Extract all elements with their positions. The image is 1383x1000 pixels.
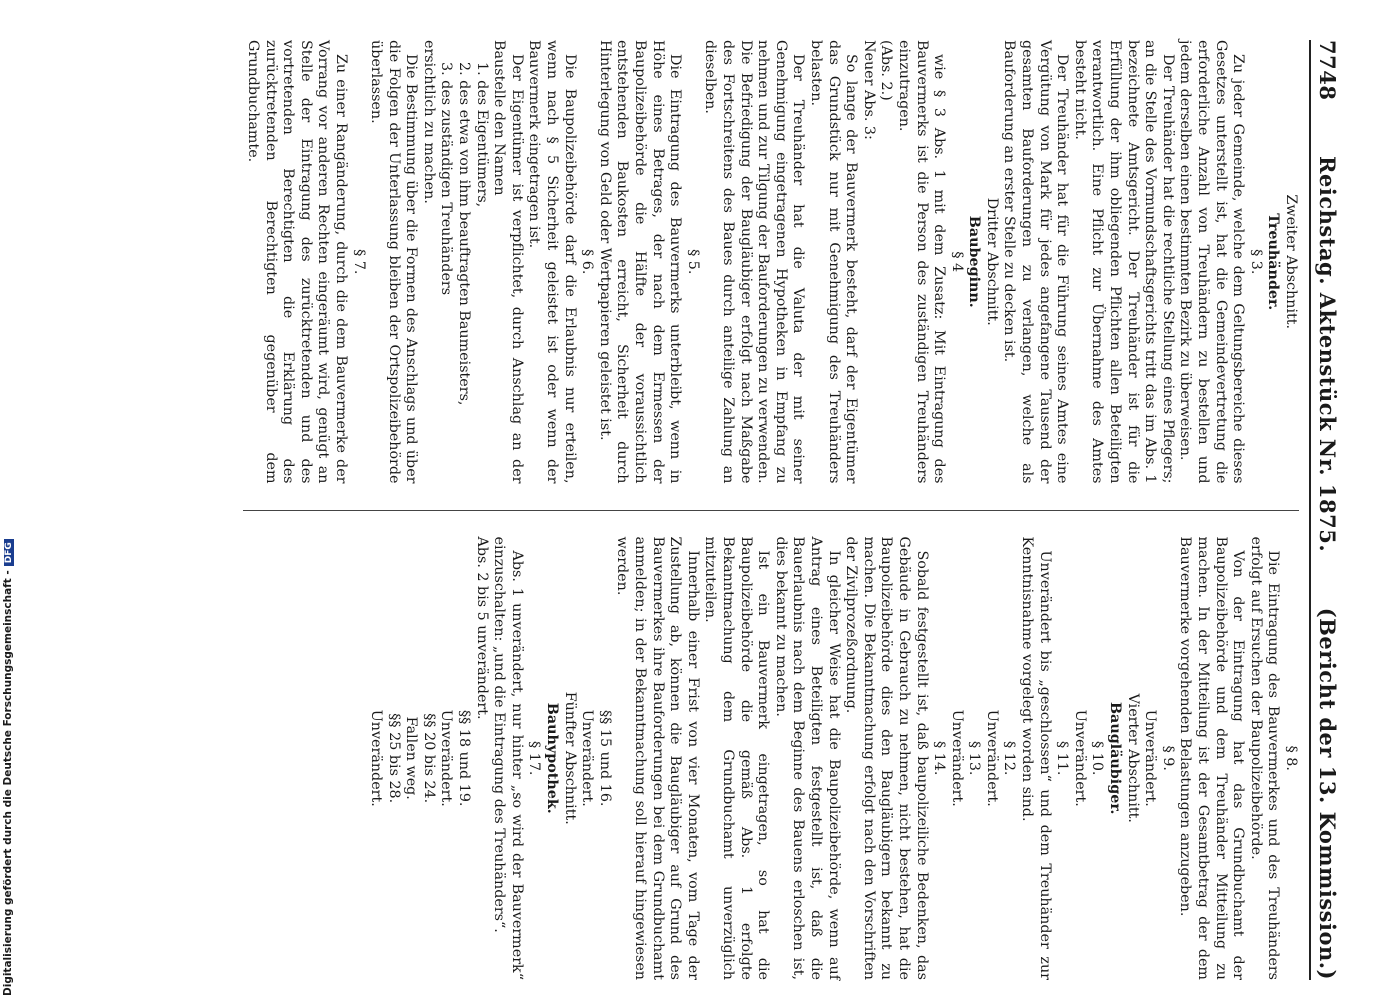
section-heading: Vierter Abschnitt. bbox=[1124, 693, 1141, 823]
paragraph: Zu jeder Gemeinde, welche dem Geltungsbereiche dieses Gesetzes unterstellt ist, hat die Gemeindevertretung die erforderliche Anzahl von Treuhändern zu bestellen und jedem derselben einen bestimmten Bezirk zu überweisen. bbox=[1177, 40, 1247, 484]
section-heading: Unverändert. bbox=[1071, 709, 1088, 807]
section-heading: Unverändert. bbox=[579, 709, 596, 807]
section-heading: Unverändert. bbox=[438, 709, 455, 807]
paragraph: Der Treuhänder hat für die Führung seines Amtes eine Vergütung von Mark für jedes angefangene Tausend der gesamten Bauforderungen zu verlangen, welche als Bauforderung an erster Stelle zu decken ist. bbox=[1001, 40, 1071, 484]
paragraph: In gleicher Weise hat die Baupolizeibehörde, wenn auf Antrag eines Beteiligten festgestellt ist, daß die Bauerlaubnis nach dem Beginne des Bauens erloschen ist, dies bekannt zu machen. bbox=[772, 536, 842, 980]
text-columns bbox=[243, 40, 1299, 980]
section-heading: Zweiter Abschnitt. bbox=[1283, 194, 1299, 330]
paragraph: Die Bestimmung über die Formen des Anschlags und über die Folgen der Unterlassung bleiben der Ortspolizeibehörde überlassen. bbox=[368, 40, 420, 484]
section-heading: Unverändert. bbox=[948, 709, 965, 807]
section-heading: §§ 25 bis 28. bbox=[385, 713, 402, 804]
section-heading: § 13. bbox=[966, 741, 983, 776]
section-heading: § 9. bbox=[1159, 745, 1176, 771]
paragraph: So lange der Bauvermerk besteht, darf der Eigentümer das Grundstück nur mit Genehmigung des Treuhänders belasten. bbox=[807, 40, 860, 484]
page-number: 7748 bbox=[1315, 40, 1340, 101]
paragraph: Neuer Abs. 3: bbox=[860, 40, 877, 140]
paragraph: Die Eintragung des Bauvermerks unterbleibt, wenn in Höhe eines Betrages, der nach dem Ermessen der Baupolizeibehörde die Hälfte der voraussichtlich entstehenden Baukosten erreicht, Sicherheit durch Hinterlegung von Geld oder Wertpapieren geleistet ist. bbox=[596, 40, 684, 484]
page-header bbox=[1309, 40, 1340, 980]
paragraph: Der Eigentümer ist verpflichtet, durch Anschlag an der Baustelle den Namen bbox=[491, 40, 525, 484]
dfg-logo: DFG bbox=[4, 539, 14, 566]
paragraph: Sobald festgestellt ist, daß baupolizeiliche Bedenken, das Gebäude in Gebrauch zu nehmen, nicht bestehen, hat die Baupolizeibehörde dies den Baugläubigern bekannt zu machen. Die Bekanntmachung erfolgt nach den Vorschriften der Zivilprozeßordnung. bbox=[843, 536, 930, 980]
right-column bbox=[243, 537, 1299, 981]
section-heading: § 11. bbox=[1054, 741, 1071, 776]
section-heading: § 14. bbox=[931, 741, 948, 776]
section-title: Baugläubiger. bbox=[1107, 701, 1124, 815]
section-heading: Fünfter Abschnitt. bbox=[561, 691, 578, 825]
sidebar-note bbox=[2, 539, 14, 996]
paragraph: Abs. 2 bis 5 unverändert. bbox=[473, 536, 490, 720]
section-heading: § 10. bbox=[1089, 741, 1106, 776]
section-heading: §§ 18 und 19. bbox=[456, 710, 473, 807]
paragraph: Unverändert bis „geschlossen“ und dem Treuhänder zur Kenntnisnahme vorgelegt worden sind. bbox=[1019, 536, 1053, 980]
paragraph: Ist ein Bauvermerk eingetragen, so hat die Baupolizeibehörde die gemäß Abs. 1 erfolgte Bekanntmachung dem Grundbuchamt unverzüglich mitzuteilen. bbox=[702, 536, 772, 980]
section-heading: Unverändert. bbox=[368, 709, 385, 807]
paragraph: Die Eintragung des Bauvermerkes und des Treuhänders erfolgt auf Ersuchen der Baupolizeibehörde. bbox=[1247, 536, 1282, 980]
section-heading: Unverändert. bbox=[983, 709, 1000, 807]
section-title: Bauhypothek. bbox=[544, 702, 561, 814]
section-heading: Unverändert. bbox=[1142, 709, 1159, 807]
section-heading: Fallen weg. bbox=[403, 716, 420, 800]
paragraph: Die Baupolizeibehörde darf die Erlaubnis nur erteilen, wenn nach § 5 Sicherheit geleistet ist oder wenn der Bauvermerk eingetragen ist. bbox=[526, 40, 578, 484]
rotated-page bbox=[100, 40, 1340, 980]
paragraph: (Abs. 2.) bbox=[878, 40, 895, 101]
header-title: Reichstag. Aktenstück Nr. 1875. bbox=[1315, 156, 1340, 553]
paragraph: Zu einer Rangänderung, durch die dem Bauvermerke der Vorrang vor anderen Rechten eingeräumt wird, genügt an Stelle der Eintragung des zurücktretenden und des vortretenden Berechtigten die Erklärung des zurücktretenden Berechtigten gegenüber dem Grundbuchamte. bbox=[244, 40, 349, 484]
column-divider bbox=[243, 510, 1299, 511]
sidebar-text: Digitalisierung gefördert durch die Deutsche Forschungsgemeinschaft - bbox=[2, 570, 14, 996]
paragraph: ersichtlich zu machen. bbox=[420, 40, 437, 204]
section-heading: § 7. bbox=[350, 249, 367, 275]
section-heading: § 17. bbox=[526, 741, 543, 776]
paragraph: wie § 3 Abs. 1 mit dem Zusatz: Mit Eintragung des Bauvermerks ist die Person des zuständigen Treuhänders einzutragen. bbox=[895, 40, 948, 484]
section-heading: §§ 15 und 16. bbox=[596, 710, 613, 807]
list-item: 2. des etwa von ihm beauftragten Baumeisters, bbox=[456, 62, 473, 406]
paragraph: Abs. 1 unverändert, nur hinter „so wird der Bauvermerk“ einzuschalten: „und die Eintragung des Treuhänders“. bbox=[491, 536, 525, 980]
section-heading: § 3. bbox=[1247, 249, 1264, 275]
section-title: Baubeginn. bbox=[966, 215, 983, 308]
paragraph: Von der Eintragung hat das Grundbuchamt der Baupolizeibehörde und dem Treuhänder Mitteilung zu machen. In der Mitteilung ist der Gesamtbetrag der dem Bauvermerke vorgehenden Belastungen anzugeben. bbox=[1177, 536, 1247, 980]
left-column bbox=[243, 40, 1299, 484]
list-item: 3. des zuständigen Treuhänders bbox=[438, 62, 455, 296]
header-subtitle: (Bericht der 13. Kommission.) bbox=[1315, 607, 1340, 980]
digitization-sidebar bbox=[2, 542, 16, 996]
section-heading: § 4 bbox=[948, 251, 965, 273]
paragraph: Der Treuhänder hat die Valuta der mit seiner Genehmigung eingetragenen Hypotheken in Empfang zu nehmen und zur Tilgung der Bauforderungen zu verwenden. Die Befriedigung der Baugläubiger erfolgt nach Maßgabe des Fortschreitens des Baues durch anteilige Zahlung an dieselben. bbox=[702, 40, 807, 484]
section-title: Treuhänder. bbox=[1265, 213, 1282, 311]
section-heading: §§ 20 bis 24. bbox=[420, 713, 437, 804]
paragraph: Der Treuhänder hat die rechtliche Stellung eines Pflegers; an die Stelle des Vormundschaftsgerichts tritt das im Abs. 1 bezeichnete Amtsgericht. Der Treuhänder ist für die Erfüllung der ihm obliegenden Pflichten allen Beteiligten verantwortlich. Eine Pflicht zur Übernahme des Amtes besteht nicht. bbox=[1071, 40, 1176, 484]
section-heading: Dritter Abschnitt. bbox=[983, 197, 1000, 326]
section-heading: § 6. bbox=[579, 249, 596, 275]
section-heading: § 5. bbox=[684, 249, 701, 275]
list-item: 1. des Eigentümers, bbox=[473, 62, 490, 208]
section-heading: § 12. bbox=[1001, 741, 1018, 776]
section-heading: § 8. bbox=[1283, 745, 1299, 771]
paragraph: Innerhalb einer Frist von vier Monaten, vom Tage der Zustellung ab, können die Baugläubiger auf Grund des Bauvermerkes ihre Bauforderungen bei dem Grundbuchamt anmelden; in der Bekanntmachung soll hierauf hingewiesen werden. bbox=[614, 536, 701, 980]
